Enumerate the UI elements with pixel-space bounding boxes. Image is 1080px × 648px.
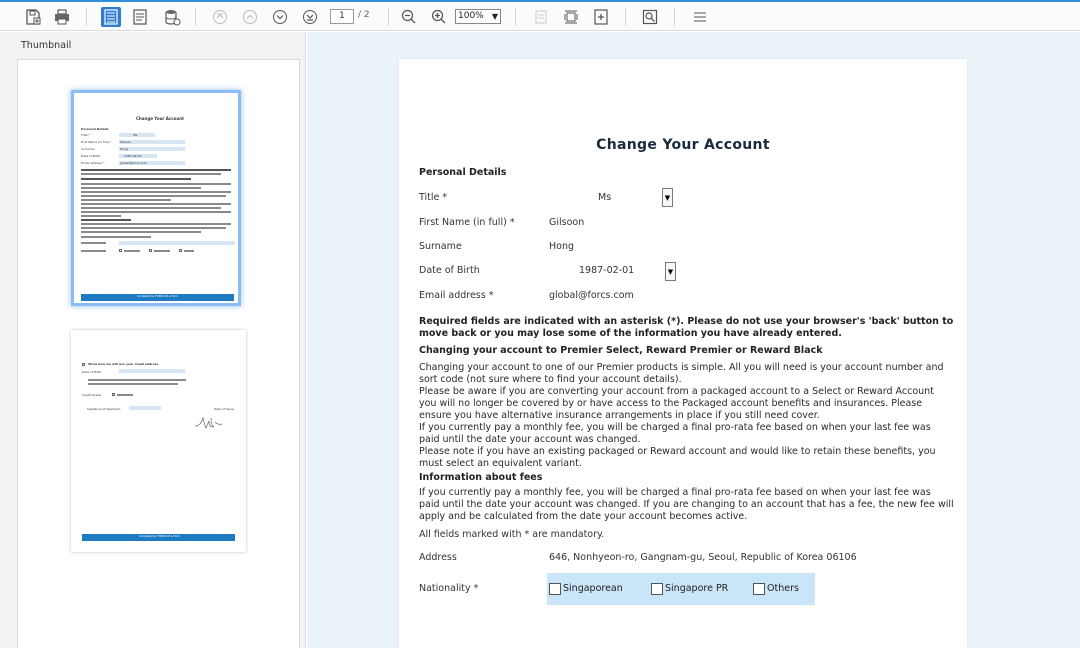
- zoom-out-icon[interactable]: [399, 7, 419, 27]
- checkbox-others[interactable]: [753, 583, 765, 595]
- thumb2-label: Signature of Applicant: [87, 407, 121, 411]
- premier-paragraph-3: If you currently pay a monthly fee, you will be charged a final pro-rata fee based on when your last fee was paid until the date your account was changed.: [419, 422, 931, 446]
- thumb1-value: Hong: [120, 147, 128, 151]
- menu-icon[interactable]: [690, 7, 710, 27]
- zoom-in-icon[interactable]: [429, 7, 449, 27]
- premier-paragraph-2: Please be aware if you are converting your account from a packaged account to a Select or Reward Account you will no longer be covered by or have access to the Packaged account benefits and insurances. Please ensure you have alternative insurance arrangements in place if you still need cover.: [419, 386, 934, 422]
- chevron-down-icon: ▼: [491, 12, 498, 21]
- title-value: Ms: [598, 192, 612, 203]
- find-icon[interactable]: [640, 7, 660, 27]
- thumb2-heading: Show how we will use your email address: [88, 362, 159, 366]
- dob-dropdown[interactable]: [665, 262, 676, 281]
- last-page-icon[interactable]: [300, 7, 320, 27]
- thumbnail-page-1[interactable]: [71, 90, 241, 306]
- thumb1-footer: Completed by FORCS OZ e-Form: [137, 295, 178, 298]
- address-field[interactable]: 646, Nonhyeon-ro, Gangnam-gu, Seoul, Republic of Korea 06106: [549, 552, 857, 563]
- chevron-down-icon: ▼: [667, 267, 674, 276]
- thumb1-label: Date of Birth: [81, 154, 101, 158]
- thumb1-value: Ms: [133, 133, 138, 137]
- dob-field[interactable]: 1987-02-01: [579, 265, 635, 276]
- next-page-icon[interactable]: [270, 7, 290, 27]
- document-viewer[interactable]: [307, 32, 1080, 648]
- first-name-field[interactable]: Gilsoon: [549, 217, 585, 228]
- chevron-down-icon: ▼: [664, 193, 671, 202]
- thumb1-label: Surname: [81, 147, 95, 151]
- thumb1-value: Gilsoon: [120, 140, 132, 144]
- previous-page-icon[interactable]: [240, 7, 260, 27]
- thumb2-label: Credit Grade: [82, 393, 102, 397]
- premier-paragraph-1: Changing your account to one of our Premier products is simple. All you will need is your account number and sort code (not sure where to find your account details).: [419, 362, 944, 386]
- toolbar: [0, 0, 1080, 31]
- save-icon[interactable]: [23, 7, 43, 27]
- thumb1-label: Email address *: [81, 161, 105, 165]
- page-number-input[interactable]: 1: [330, 9, 354, 24]
- title-dropdown[interactable]: [662, 188, 673, 207]
- page-view-icon[interactable]: [130, 7, 150, 27]
- section-heading-fees: Information about fees: [419, 472, 543, 483]
- address-label: Address: [419, 552, 457, 563]
- surname-label: Surname: [419, 241, 462, 252]
- section-heading-personal: Personal Details: [419, 167, 507, 178]
- zoom-select[interactable]: [455, 9, 501, 24]
- thumbnail-panel: [17, 59, 300, 648]
- sidebar-title: Thumbnail: [21, 40, 72, 51]
- required-notice: Required fields are indicated with an asterisk (*). Please do not use your browser's 'back' button to move back or you may lose some of the information you have already entered.: [419, 316, 954, 340]
- fit-page-icon[interactable]: [561, 7, 581, 27]
- nationality-options: [547, 573, 815, 605]
- thumb1-label: Personal Details: [81, 127, 109, 131]
- email-field[interactable]: global@forcs.com: [549, 290, 634, 301]
- thumb1-label: Title *: [81, 133, 90, 137]
- thumbnail-sidebar: [0, 32, 306, 648]
- title-label: Title *: [419, 192, 448, 203]
- print-icon[interactable]: [52, 7, 72, 27]
- email-label: Email address *: [419, 290, 494, 301]
- dob-label: Date of Birth: [419, 265, 480, 276]
- database-icon[interactable]: [162, 7, 182, 27]
- page-title: Change Your Account: [596, 137, 770, 153]
- nationality-label: Nationality *: [419, 583, 479, 594]
- thumb1-label: First Name (in full) *: [81, 140, 112, 144]
- checkbox-singapore-pr[interactable]: [651, 583, 663, 595]
- first-page-icon[interactable]: [210, 7, 230, 27]
- thumb1-title: Change Your Account: [136, 116, 184, 121]
- first-name-label: First Name (in full) *: [419, 217, 515, 228]
- surname-field[interactable]: Hong: [549, 241, 575, 252]
- section-heading-premier: Changing your account to Premier Select, Reward Premier or Reward Black: [419, 345, 823, 356]
- thumbnail-page-2[interactable]: [71, 330, 246, 552]
- thumb2-label: Date of Birth: [82, 370, 102, 374]
- zoom-value: 100%: [458, 11, 484, 21]
- premier-paragraph-4: Please note if you have an existing packaged or Reward account and would like to retain these benefits, you must select an equivalent variant.: [419, 446, 936, 470]
- thumbnail-view-icon[interactable]: [101, 7, 121, 27]
- signature-icon: [193, 414, 223, 432]
- checkbox-label: Singapore PR: [665, 583, 729, 594]
- fees-paragraph: If you currently pay a monthly fee, you will be charged a final pro-rata fee based on when your last fee was paid until the date your account was changed. If you are changing to an account that has a fee, the new fee will apply and be calculated from the date your account becomes active.: [419, 487, 954, 523]
- thumb1-value: global@forcs.com: [120, 161, 147, 165]
- document-page: [399, 59, 967, 648]
- mandatory-note: All fields marked with * are mandatory.: [419, 529, 605, 540]
- page-total: / 2: [358, 10, 370, 20]
- add-page-icon[interactable]: [591, 7, 611, 27]
- fit-width-icon[interactable]: [531, 7, 551, 27]
- checkbox-singaporean[interactable]: [549, 583, 561, 595]
- checkbox-label: Others: [767, 583, 799, 594]
- thumb2-footer: Completed by FORCS OZ e-Form: [139, 535, 180, 538]
- thumb2-label: Date of Issue: [214, 407, 234, 411]
- checkbox-label: Singaporean: [563, 583, 623, 594]
- thumb1-value: 1987-02-01: [124, 154, 142, 158]
